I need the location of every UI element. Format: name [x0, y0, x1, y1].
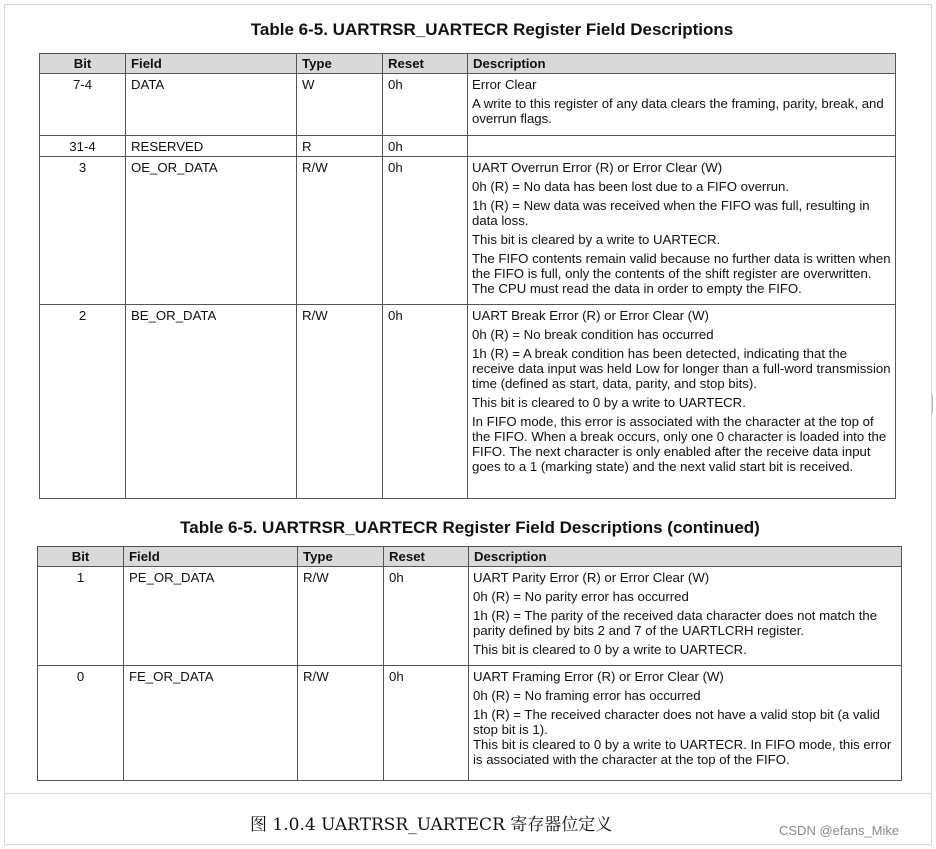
- table1-body: [40, 74, 896, 499]
- cell-description: [468, 305, 896, 499]
- edge-mark: [932, 395, 936, 413]
- cell-bit: 31-4: [40, 136, 126, 157]
- header-type: Type: [297, 54, 383, 74]
- cell-reset: 0h: [383, 74, 468, 136]
- cell-field: RESERVED: [126, 136, 297, 157]
- cell-type: W: [297, 74, 383, 136]
- cell-reset: 0h: [383, 305, 468, 499]
- table-header-row: [38, 547, 902, 567]
- description-paragraph: UART Overrun Error (R) or Error Clear (W): [472, 160, 723, 175]
- cell-type: R/W: [297, 305, 383, 499]
- table-header-row: [40, 54, 896, 74]
- description-paragraph: A write to this register of any data clears the framing, parity, break, and overrun flags.: [472, 96, 884, 126]
- cell-description: [469, 567, 902, 666]
- caption-divider: [4, 793, 932, 794]
- table-row: [40, 74, 896, 136]
- cell-description: [469, 666, 902, 781]
- description-paragraph: UART Break Error (R) or Error Clear (W): [472, 308, 709, 323]
- header-reset: Reset: [384, 547, 469, 567]
- cell-reset: 0h: [383, 136, 468, 157]
- description-paragraph: 1h (R) = The received character does not have a valid stop bit (a valid stop bit is 1). This bit is cleared to 0 by a write to UARTECR. In FIFO mode, this error is associated with the character at the top of the FIFO.: [473, 707, 892, 767]
- header-field: Field: [126, 54, 297, 74]
- cell-bit: 3: [40, 157, 126, 305]
- description-paragraph: This bit is cleared to 0 by a write to UARTECR.: [472, 395, 746, 410]
- register-table-2: [37, 546, 902, 781]
- table-row: [38, 567, 902, 666]
- register-table-1: [39, 53, 896, 499]
- cell-bit: 0: [38, 666, 124, 781]
- description-paragraph: 0h (R) = No parity error has occurred: [473, 589, 689, 604]
- description-paragraph: UART Framing Error (R) or Error Clear (W): [473, 669, 724, 684]
- description-paragraph: 1h (R) = A break condition has been detected, indicating that the receive data input was held Low for longer than a full-word transmission time (defined as start, data, parity, and stop bits).: [472, 346, 891, 391]
- header-description: Description: [468, 54, 896, 74]
- description-paragraph: 0h (R) = No framing error has occurred: [473, 688, 701, 703]
- table-row: [38, 666, 902, 781]
- header-bit: Bit: [40, 54, 126, 74]
- cell-field: DATA: [126, 74, 297, 136]
- description-paragraph: UART Parity Error (R) or Error Clear (W): [473, 570, 710, 585]
- header-bit: Bit: [38, 547, 124, 567]
- description-paragraph: The FIFO contents remain valid because no further data is written when the FIFO is full, only the contents of the shift register are overwritten. The CPU must read the data in order to empty the FIFO.: [472, 251, 891, 296]
- figure-caption: 图 1.0.4 UARTRSR_UARTECR 寄存器位定义: [250, 815, 613, 835]
- header-description: Description: [469, 547, 902, 567]
- cell-bit: 7-4: [40, 74, 126, 136]
- cell-field: BE_OR_DATA: [126, 305, 297, 499]
- table1-title: Table 6-5. UARTRSR_UARTECR Register Field Descriptions: [250, 20, 734, 39]
- description-paragraph: Error Clear: [472, 77, 537, 92]
- table2-title: Table 6-5. UARTRSR_UARTECR Register Field Descriptions (continued): [180, 518, 760, 537]
- cell-description: [468, 136, 896, 157]
- description-paragraph: 1h (R) = The parity of the received data character does not match the parity defined by bits 2 and 7 of the UARTLCRH register.: [473, 608, 878, 638]
- description-paragraph: In FIFO mode, this error is associated with the character at the top of the FIFO. When a break occurs, only one 0 character is loaded into the FIFO. The next character is only enabled after the receive data input goes to a 1 (marking state) and the next valid start bit is received.: [472, 414, 887, 474]
- cell-reset: 0h: [384, 567, 469, 666]
- description-paragraph: This bit is cleared by a write to UARTECR.: [472, 232, 721, 247]
- cell-type: R/W: [298, 666, 384, 781]
- header-reset: Reset: [383, 54, 468, 74]
- description-paragraph: 1h (R) = New data was received when the FIFO was full, resulting in data loss.: [472, 198, 870, 228]
- cell-type: R/W: [297, 157, 383, 305]
- cell-bit: 1: [38, 567, 124, 666]
- description-paragraph: 0h (R) = No break condition has occurred: [472, 327, 714, 342]
- cell-description: [468, 157, 896, 305]
- table-row: [40, 157, 896, 305]
- table2-body: [38, 567, 902, 781]
- cell-type: R/W: [298, 567, 384, 666]
- cell-field: FE_OR_DATA: [124, 666, 298, 781]
- watermark: CSDN @efans_Mike: [779, 823, 900, 838]
- description-paragraph: This bit is cleared to 0 by a write to UARTECR.: [473, 642, 747, 657]
- cell-bit: 2: [40, 305, 126, 499]
- table-row: [40, 305, 896, 499]
- cell-reset: 0h: [384, 666, 469, 781]
- cell-reset: 0h: [383, 157, 468, 305]
- table-row: [40, 136, 896, 157]
- cell-field: OE_OR_DATA: [126, 157, 297, 305]
- header-type: Type: [298, 547, 384, 567]
- header-field: Field: [124, 547, 298, 567]
- cell-description: [468, 74, 896, 136]
- cell-field: PE_OR_DATA: [124, 567, 298, 666]
- description-paragraph: 0h (R) = No data has been lost due to a FIFO overrun.: [472, 179, 790, 194]
- cell-type: R: [297, 136, 383, 157]
